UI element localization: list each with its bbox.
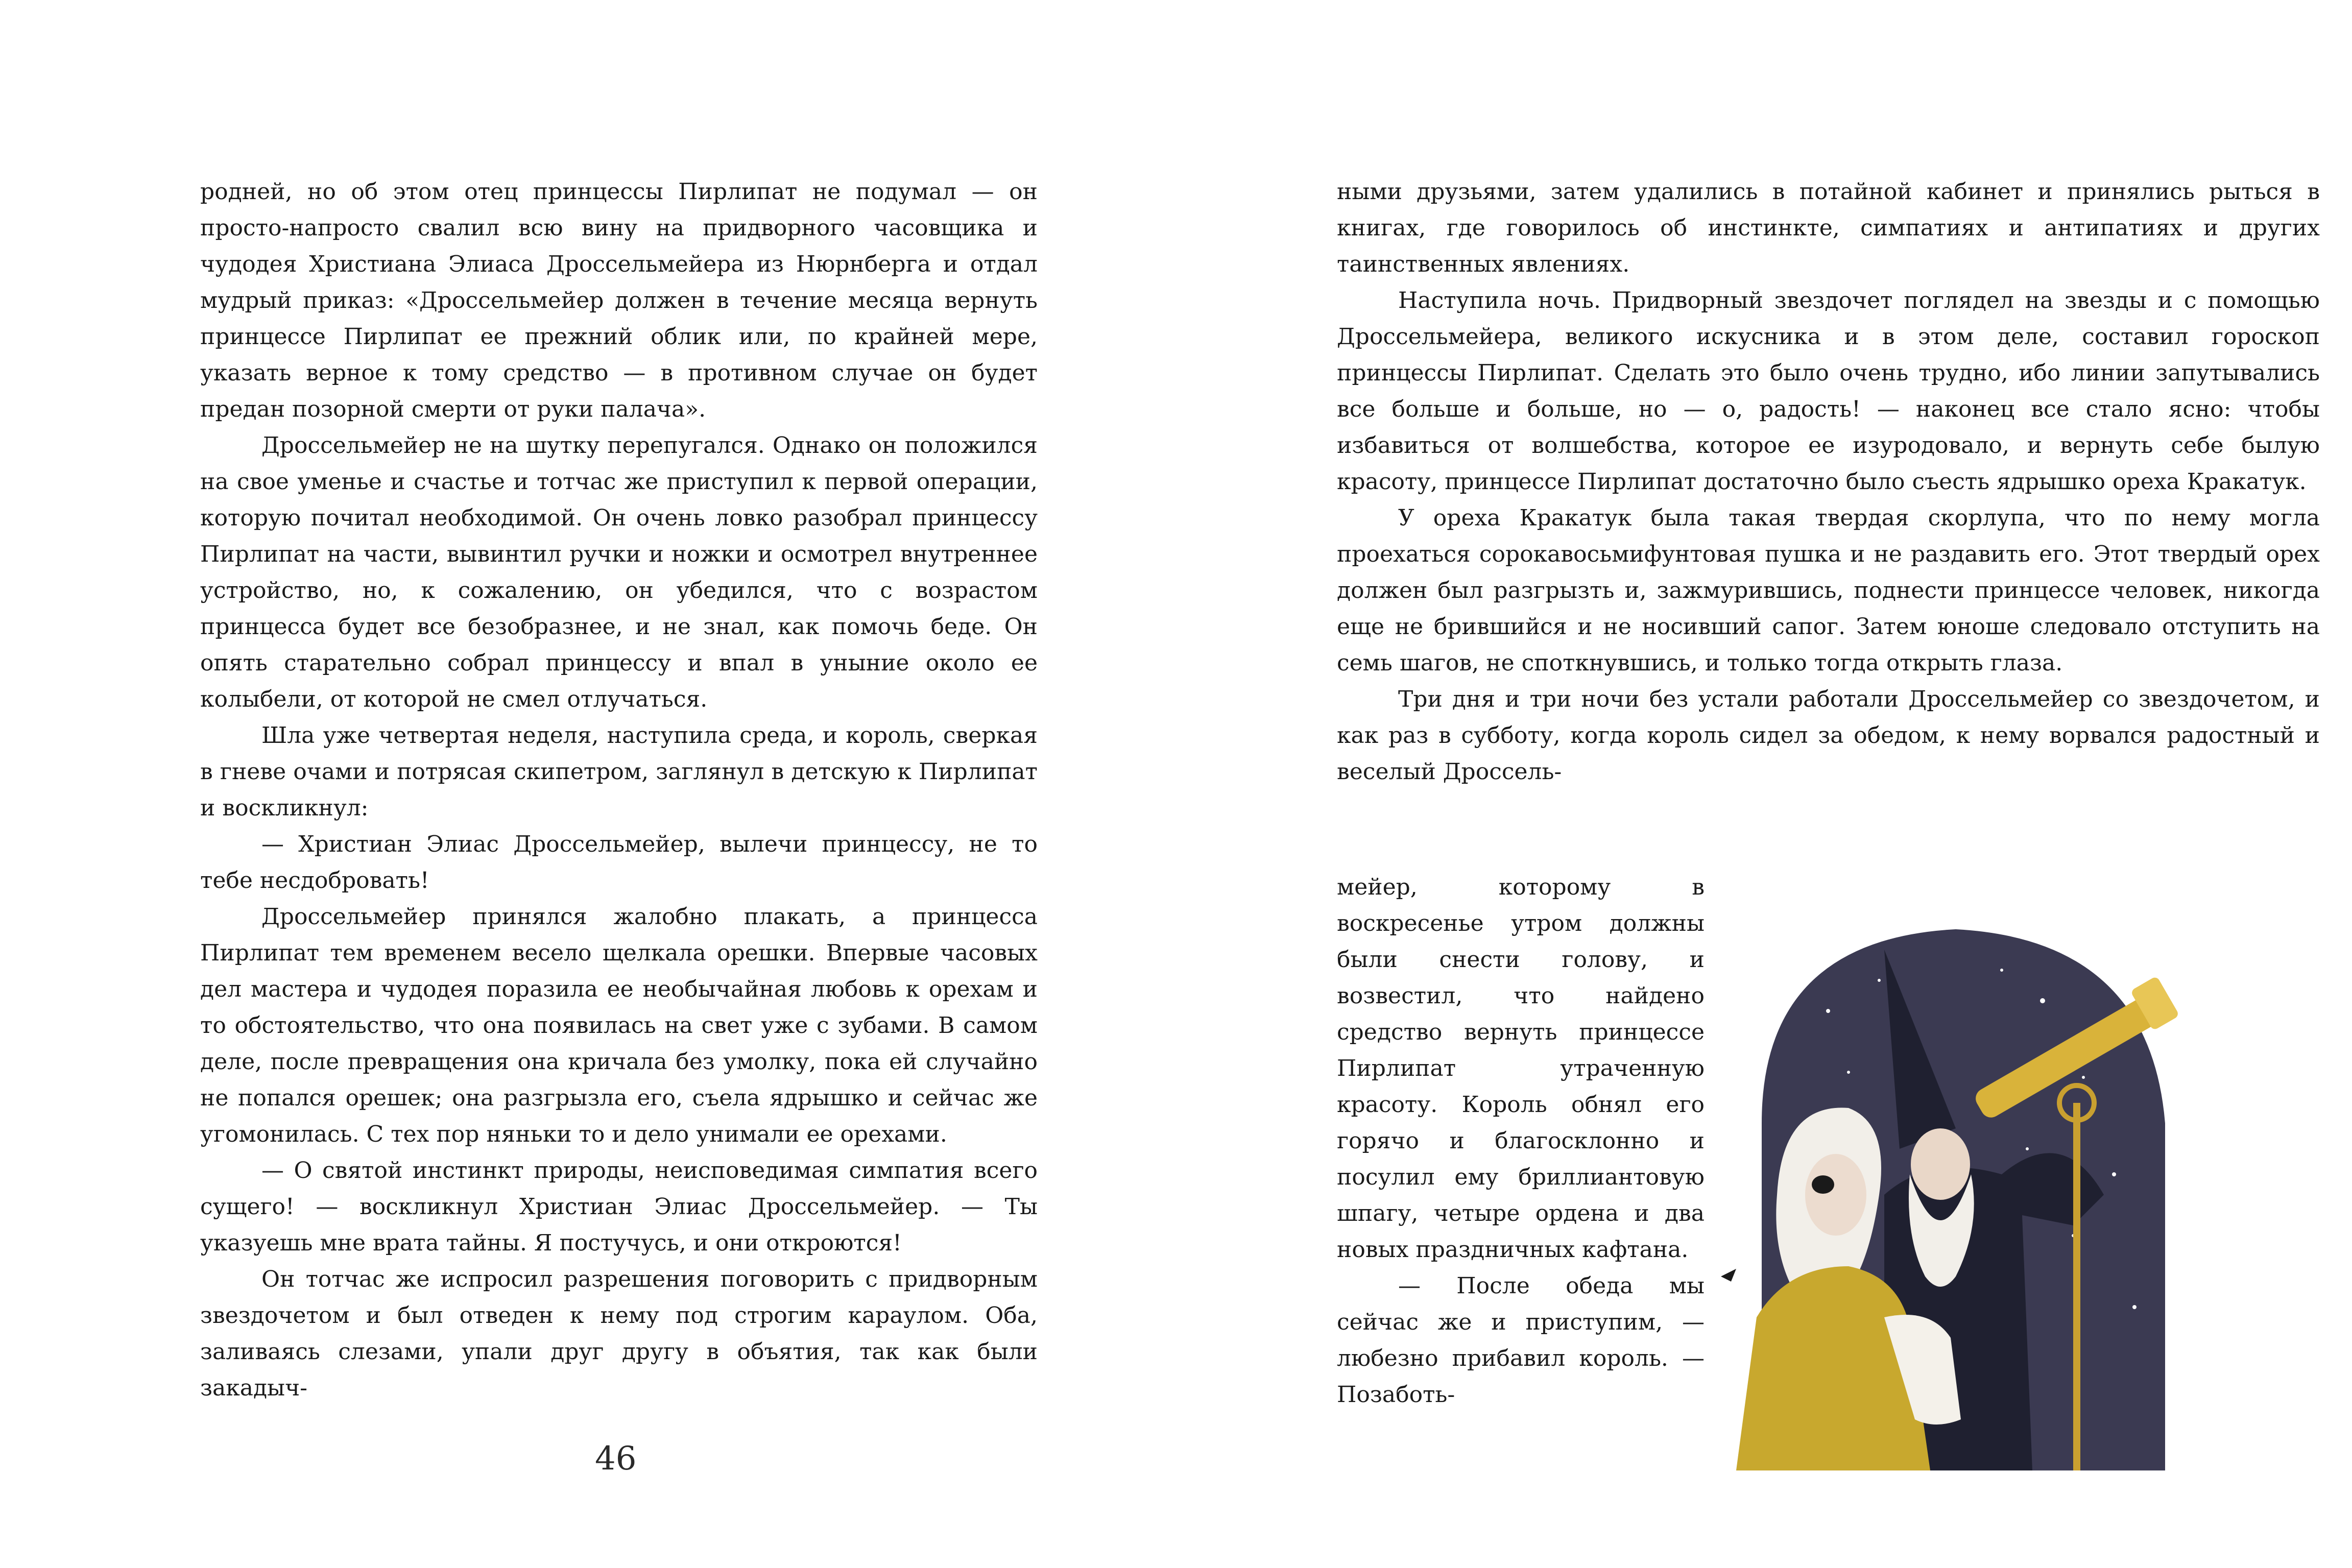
paragraph: мейер, которому в воскресенье утром должны были снести голову, и возвестил, что найдено средство вернуть принцессе Пирлипат утраченную красоту. Король обнял его горячо и благосклонно и посулил ему бриллиантовую шпагу, четыре ордена и два новых праздничных кафтана.: [1337, 874, 1705, 1263]
wizard-face: [1911, 1128, 1970, 1200]
paragraph: У ореха Кракатук была такая твердая скорлупа, что по нему могла проехаться сорокавосьмифунтовая пушка и не раздавить его. Этот твердый орех должен был разгрызть и, зажмурившись, поднести принцессе человек, никогда еще не брившийся и не носивший сапог. Затем юноше следовало отступить на семь шагов, не споткнувшись, и только тогда открыть глаза.: [1337, 505, 2320, 676]
paragraph: Дроссельмейер принялся жалобно плакать, а принцесса Пирлипат тем временем весело щелкала орешки. Впервые часовых дел мастера и чудодея поразила ее необычайная любовь к орехам и то обстоятельство, что она появилась на свет уже с зубами. В самом деле, после превращения она кричала без умолку, пока ей случайно не попался орешек; она разгрызла его, съела ядрышко и сейчас же угомонилась. С тех пор няньки то и дело унимали ее орехами.: [200, 904, 1038, 1147]
illustration-svg: [1716, 909, 2237, 1470]
paragraph: Он тотчас же испросил разрешения поговорить с придворным звездочетом и был отведен к нему под строгим караулом. Оба, заливаясь слезами, упали друг другу в объятия, так как были закадыч-: [200, 1266, 1038, 1401]
paragraph: — Христиан Элиас Дроссельмейер, вылечи принцессу, не то тебе несдобровать!: [200, 831, 1038, 894]
page-number: 46: [595, 1440, 637, 1478]
paragraph: родней, но об этом отец принцессы Пирлипат не подумал — он просто-напросто свалил всю вину на придворного часовщика и чудодея Христиана Элиаса Дроссельмейера из Нюрнберга и отдал мудрый приказ: «Дроссельмейер должен в течение месяца вернуть принцессе Пирлипат ее прежний облик или, по крайней мере, указать верное к тому средство — в противном случае он будет предан позорной смерти от руки палача».: [200, 179, 1038, 422]
story-illustration: [1716, 909, 2237, 1470]
paragraph: Шла уже четвертая неделя, наступила среда, и король, сверкая в гневе очами и потрясая скипетром, заглянул в детскую к Пирлипат и воскликнул:: [200, 722, 1038, 821]
right-page-wrapped-text: [1337, 869, 1705, 1413]
left-page-text: [200, 174, 1038, 1406]
eye-patch-icon: [1812, 1175, 1834, 1194]
paragraph: — После обеда мы сейчас же и приступим, — любезно прибавил король. — Позаботь-: [1337, 1273, 1705, 1408]
paragraph: Наступила ночь. Придворный звездочет поглядел на звезды и с помощью Дроссельмейера, великого искусника и в этом деле, составил гороскоп принцессы Пирлипат. Сделать это было очень трудно, ибо линии запутывались все больше и больше, но — о, радость! — наконец все стало ясно: чтобы избавиться от волшебства, которое ее изуродовало, и вернуть себе былую красоту, принцессе Пирлипат достаточно было съесть ядрышко ореха Кракатук.: [1337, 287, 2320, 495]
drosselmeyer-face: [1805, 1154, 1866, 1236]
paragraph: Дроссельмейер не на шутку перепугался. Однако он положился на свое уменье и счастье и тотчас же приступил к первой операции, которую почитал необходимой. Он очень ловко разобрал принцессу Пирлипат на части, вывинтил ручки и ножки и осмотрел внутреннее устройство, но, к сожалению, он убедился, что с возрастом принцесса будет все безобразнее, и не знал, как помочь беде. Он опять старательно собрал принцессу и впал в уныние около ее колыбели, от которой не смел отлучаться.: [200, 432, 1038, 712]
paragraph: Три дня и три ночи без устали работали Дроссельмейер со звездочетом, и как раз в субботу, когда король сидел за обедом, к нему ворвался радостный и веселый Дроссель-: [1337, 686, 2320, 785]
paragraph: — О святой инстинкт природы, неисповедимая симпатия всего сущего! — воскликнул Христиан Элиас Дроссельмейер. — Ты указуешь мне врата тайны. Я постучусь, и они откроются!: [200, 1157, 1038, 1256]
paragraph: ными друзьями, затем удалились в потайной кабинет и принялись рыться в книгах, где говорилось об инстинкте, симпатиях и антипатиях и других таинственных явлениях.: [1337, 179, 2320, 277]
right-page-text: [1337, 174, 2320, 790]
bird-icon: [1721, 1269, 1736, 1282]
